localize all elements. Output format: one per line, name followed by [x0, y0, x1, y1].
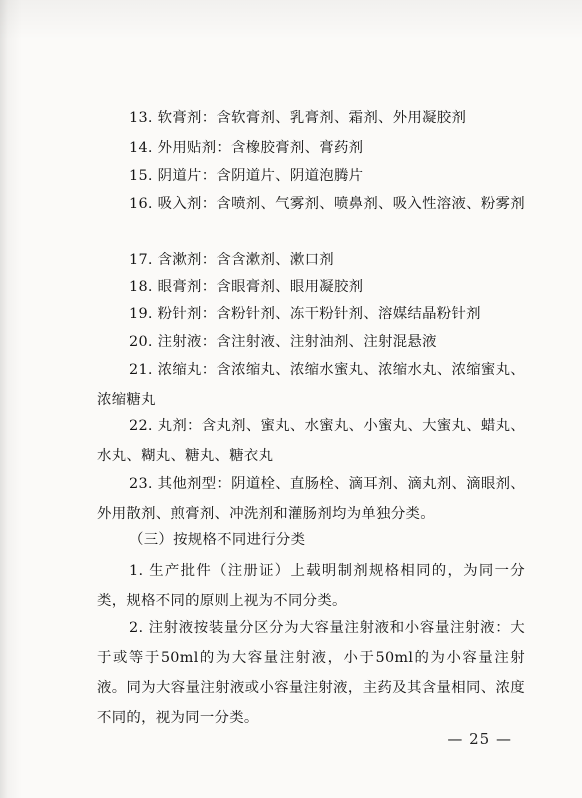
- item-19-powder-injection: 19. 粉针剂：含粉针剂、冻干粉针剂、溶媒结晶粉针剂: [129, 306, 481, 322]
- item-16-inhalant: 16. 吸入剂：含喷剂、气雾剂、喷鼻剂、吸入性溶液、粉雾剂: [129, 196, 525, 212]
- item-13-ointment: 13. 软膏剂：含软膏剂、乳膏剂、霜剂、外用凝胶剂: [129, 110, 467, 126]
- item-23-other-forms: 23. 其他剂型：阴道栓、直肠栓、滴耳剂、滴丸剂、滴眼剂、外用散剂、煎膏剂、冲洗剂和灌肠剂均为单独分类。: [97, 476, 525, 522]
- page-number-dash-left: —: [447, 730, 464, 748]
- item-21-concentrated-pill: 21. 浓缩丸：含浓缩丸、浓缩水蜜丸、浓缩水丸、浓缩蜜丸、浓缩糖丸: [97, 362, 525, 408]
- page-number-dash-right: —: [496, 730, 512, 748]
- item-15-vaginal-tablet: 15. 阴道片：含阴道片、阴道泡腾片: [129, 168, 364, 184]
- page-number-value: 25: [469, 730, 491, 748]
- item-18-eye-ointment: 18. 眼膏剂：含眼膏剂、眼用凝胶剂: [129, 279, 364, 295]
- item-17-gargle: 17. 含漱剂：含含漱剂、漱口剂: [129, 252, 334, 268]
- page-number: [447, 730, 512, 748]
- section-heading-specification: （三）按规格不同进行分类: [129, 532, 306, 548]
- spec-rule-2: 2. 注射液按装量分区分为大容量注射液和小容量注射液：大于或等于50ml的为大容量注射液，小于50ml的为小容量注射液。同为大容量注射液或小容量注射液，主药及其含量相同、浓度不同的，视为同一分类。: [97, 620, 525, 726]
- spec-rule-1: 1. 生产批件（注册证）上载明制剂规格相同的，为同一分类，规格不同的原则上视为不同分类。: [97, 563, 525, 609]
- item-22-pill: 22. 丸剂：含丸剂、蜜丸、水蜜丸、小蜜丸、大蜜丸、蜡丸、水丸、糊丸、糖丸、糖衣丸: [97, 418, 525, 464]
- item-20-injection: 20. 注射液：含注射液、注射油剂、注射混悬液: [129, 334, 437, 350]
- item-14-external-patch: 14. 外用贴剂：含橡胶膏剂、膏药剂: [129, 140, 364, 156]
